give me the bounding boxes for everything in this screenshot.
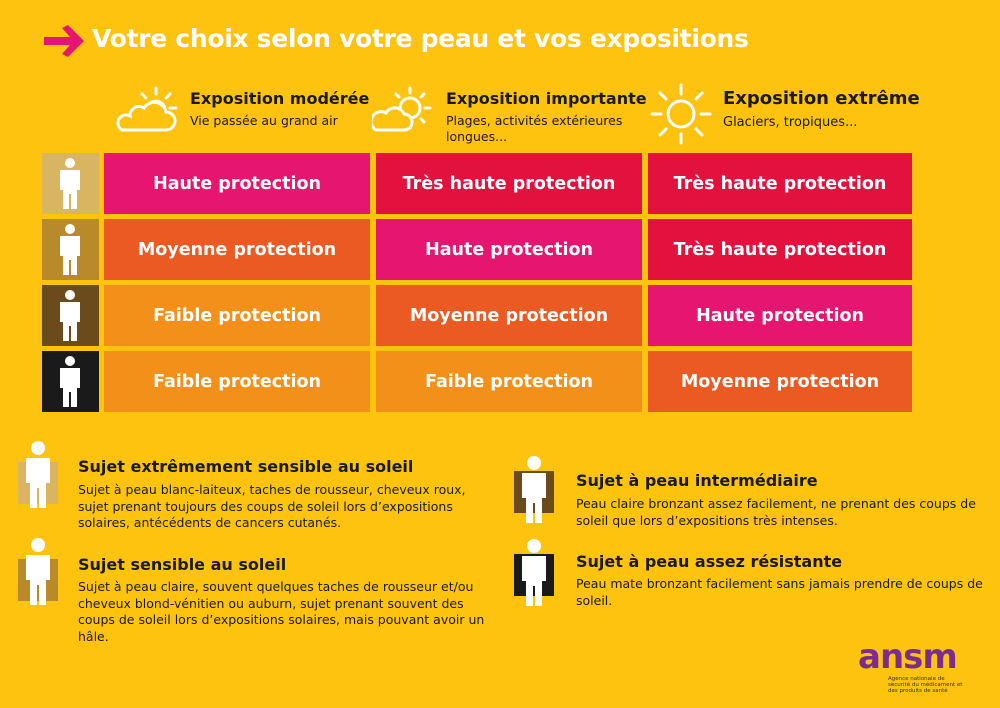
person-icon: [56, 289, 84, 343]
sun-cloud-icon: [372, 82, 438, 142]
legend-description: Peau claire bronzant assez facilement, ne prenant des coups de soleil que lors d’expositions très intenses.: [576, 496, 976, 528]
exposure-subtitle: Vie passée au grand air: [190, 113, 338, 128]
skin-type-4-swatch: [42, 351, 99, 412]
table-cell: Haute protection: [376, 219, 642, 280]
table-cell: Moyenne protection: [648, 351, 912, 412]
person-icon: [23, 440, 53, 510]
legend-title: Sujet extrêmement sensible au soleil: [78, 457, 414, 476]
ansm-logo: [858, 637, 968, 694]
exposure-title: Exposition modérée: [190, 89, 370, 108]
legend-item-skin-type-4: [514, 538, 994, 618]
exposure-important: [372, 82, 647, 152]
page-title: Votre choix selon votre peau et vos expositions: [92, 24, 749, 53]
table-cell: Faible protection: [376, 351, 642, 412]
table-cell: Faible protection: [104, 285, 370, 346]
legend-title: Sujet à peau intermédiaire: [576, 471, 818, 490]
legend-title: Sujet sensible au soleil: [78, 555, 287, 574]
person-icon: [519, 538, 549, 608]
table-cell: Moyenne protection: [376, 285, 642, 346]
legend-description: Sujet à peau blanc-laiteux, taches de rousseur, cheveux roux, sujet prenant toujours des coups de soleil lors d’expositions solaires, antécédents de cancers cutanés.: [78, 482, 466, 530]
legend-description: Sujet à peau claire, souvent quelques taches de rousseur et/ou cheveux blond-vénitien ou auburn, sujet prenant souvent des coups de soleil lors d’expositions solaires, mais pouvant avoir un hâle.: [78, 579, 485, 644]
exposure-subtitle: Plages, activités extérieures longues...: [446, 113, 623, 144]
skin-type-3-swatch: [42, 285, 99, 346]
person-icon: [56, 223, 84, 277]
table-cell: Très haute protection: [376, 153, 642, 214]
table-cell: Faible protection: [104, 351, 370, 412]
skin-type-1-swatch: [42, 153, 99, 214]
skin-type-2-swatch: [42, 219, 99, 280]
exposure-subtitle: Glaciers, tropiques...: [723, 115, 858, 130]
sun-icon: [648, 82, 714, 146]
exposure-moderate: [112, 82, 372, 152]
table-cell: Haute protection: [648, 285, 912, 346]
legend-item-skin-type-1: [18, 440, 498, 540]
exposure-extreme: [648, 82, 948, 152]
legend-item-skin-type-2: [18, 537, 498, 647]
exposure-title: Exposition importante: [446, 89, 647, 108]
legend-title: Sujet à peau assez résistante: [576, 552, 843, 571]
logo-tagline: Agence nationale de sécurité du médicament et des produits de santé: [888, 676, 963, 694]
legend-description: Peau mate bronzant facilement sans jamais prendre de coups de soleil.: [576, 576, 983, 608]
arrow-right-icon: [42, 24, 88, 58]
person-icon: [23, 537, 53, 607]
logo-name: ansm: [858, 637, 957, 677]
exposure-title: Exposition extrême: [723, 88, 920, 109]
legend-item-skin-type-3: [514, 455, 994, 535]
person-icon: [519, 455, 549, 525]
cloud-sun-icon: [112, 82, 188, 142]
person-icon: [56, 157, 84, 211]
table-cell: Très haute protection: [648, 153, 912, 214]
person-icon: [56, 355, 84, 409]
table-cell: Très haute protection: [648, 219, 912, 280]
table-cell: Moyenne protection: [104, 219, 370, 280]
table-cell: Haute protection: [104, 153, 370, 214]
